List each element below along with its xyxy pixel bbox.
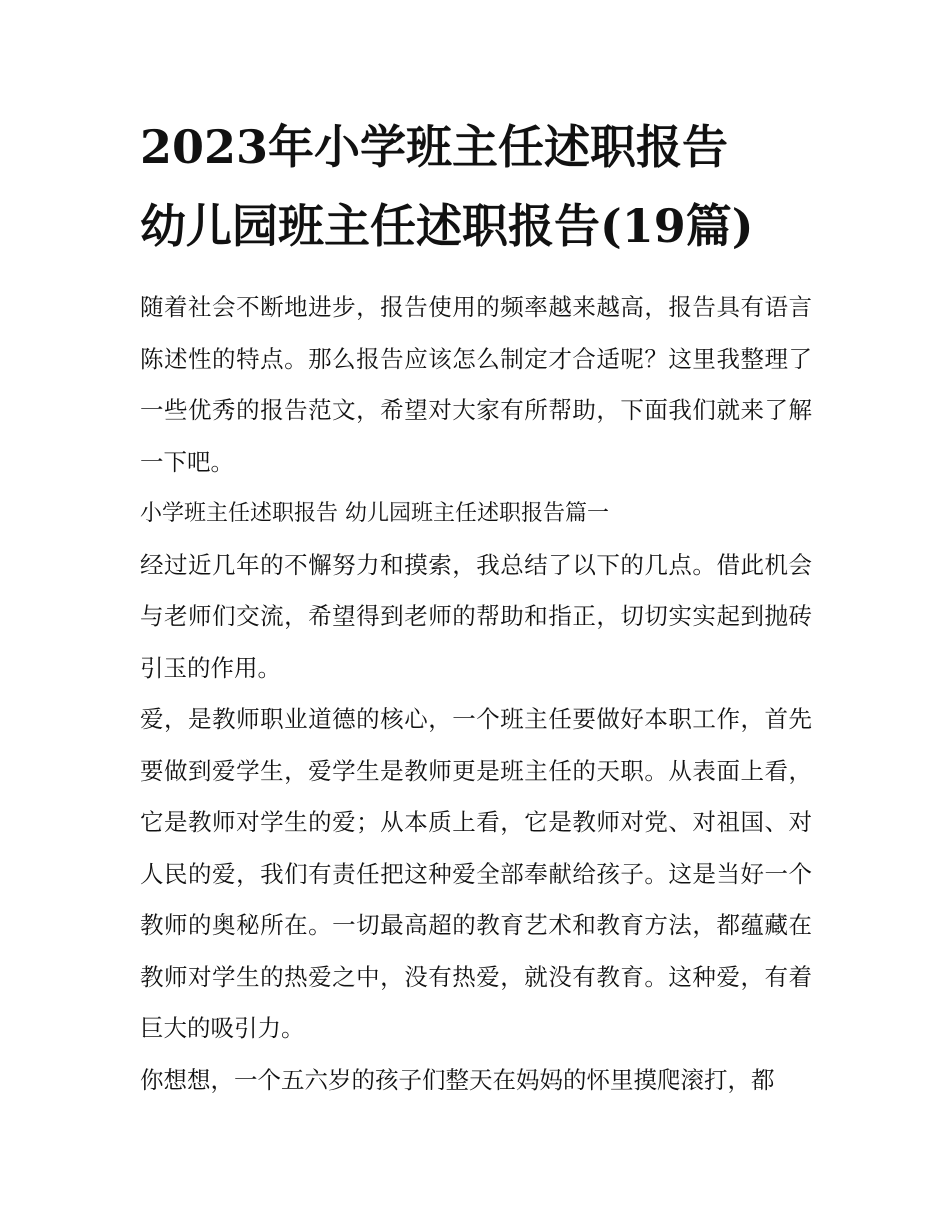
title-year: 2023 <box>140 120 269 174</box>
document-body <box>140 282 812 1106</box>
body-paragraph-1: 经过近几年的不懈努力和摸索，我总结了以下的几点。借此机会与老师们交流，希望得到老师的帮助和指正，切切实实起到抛砖引玉的作用。 <box>140 550 812 682</box>
document-title-line-1 <box>140 120 840 174</box>
section-heading: 小学班主任述职报告 幼儿园班主任述职报告篇一 <box>140 501 609 526</box>
body-paragraph-2: 爱，是教师职业道德的核心，一个班主任要做好本职工作，首先要做到爱学生，爱学生是教师更是班主任的天职。从表面上看，它是教师对学生的爱；从本质上看，它是教师对党、对祖国、对人民的爱，我们有责任把这种爱全部奉献给孩子。这是当好一个教师的奥秘所在。一切最高超的教育艺术和教育方法，都蕴藏在教师对学生的热爱之中，没有热爱，就没有教育。这种爱，有着巨大的吸引力。 <box>140 705 812 1042</box>
title-suffix: 篇) <box>685 199 754 253</box>
title-subtitle-text: 幼儿园班主任述职报告( <box>140 199 622 253</box>
intro-paragraph: 随着社会不断地进步，报告使用的频率越来越高，报告具有语言陈述性的特点。那么报告应该怎么制定才合适呢？这里我整理了一些优秀的报告范文，希望对大家有所帮助，下面我们就来了解一下吧。 <box>140 293 812 476</box>
body-paragraph-3: 你想想，一个五六岁的孩子们整天在妈妈的怀里摸爬滚打，都 <box>140 1065 775 1094</box>
document-title-line-2 <box>140 199 840 253</box>
title-main-text: 年小学班主任述职报告 <box>268 120 729 174</box>
title-count: 19 <box>621 199 686 253</box>
